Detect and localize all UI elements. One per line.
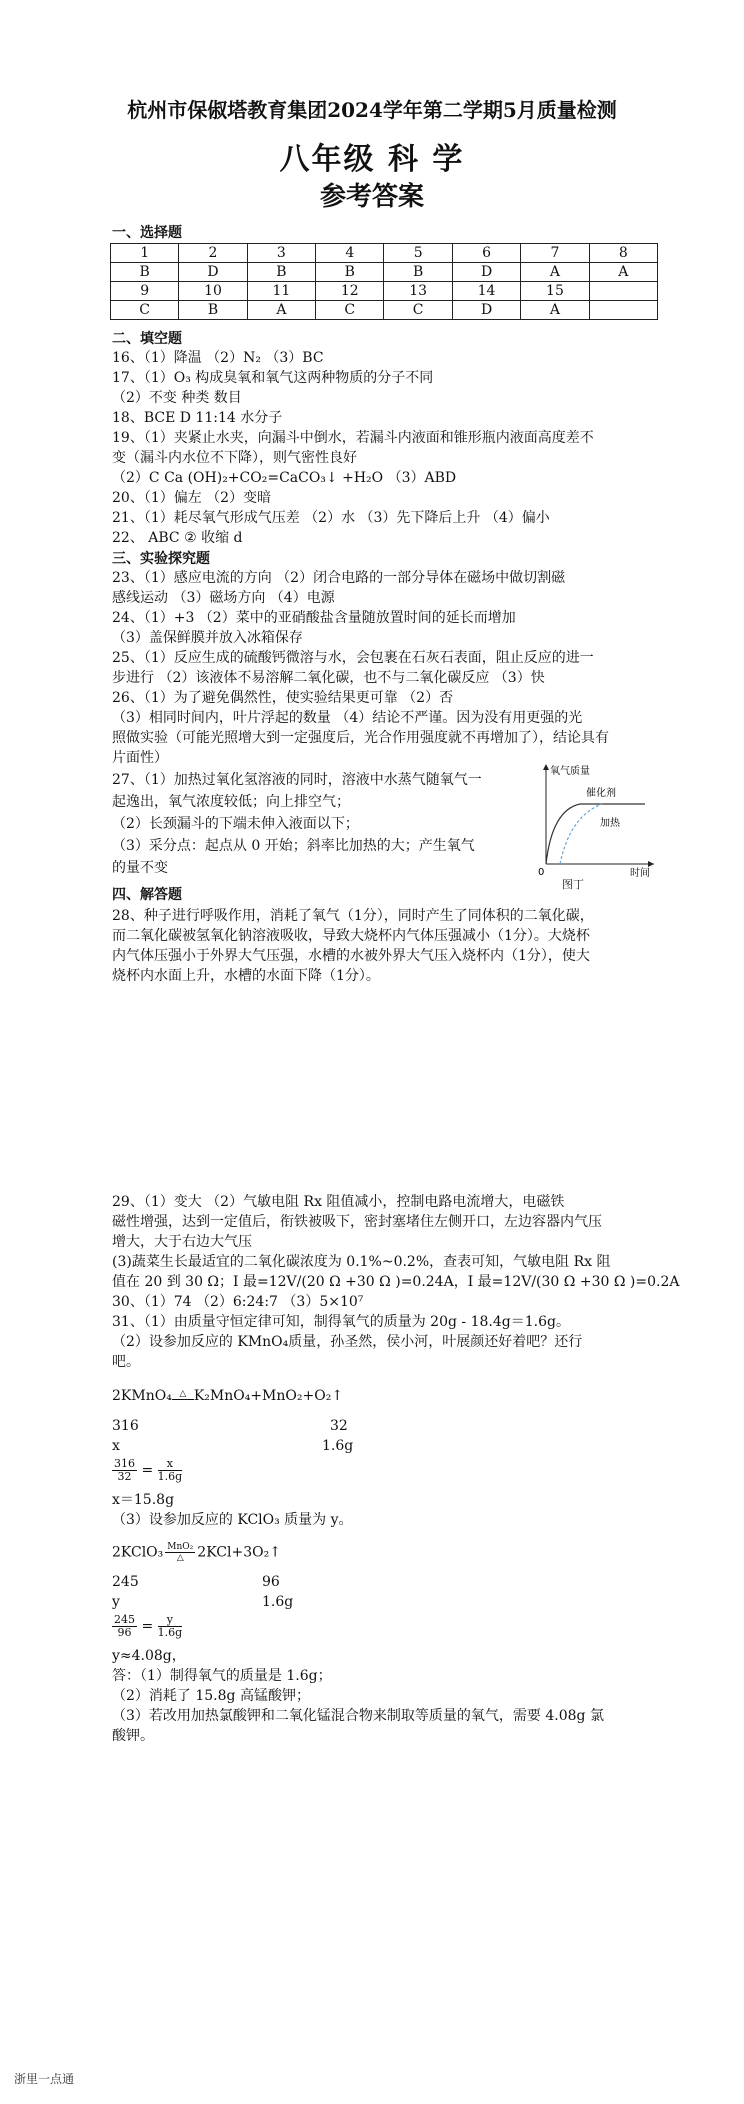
answer-line: 吧。 — [112, 1354, 140, 1370]
eq1-heat: △ — [172, 1390, 194, 1400]
frac-num: y — [158, 1614, 183, 1627]
mass-316: 316 — [112, 1418, 139, 1434]
document-title: 杭州市保俶塔教育集团2024学年第二学期5月质量检测 — [127, 98, 617, 122]
y-axis-arrow — [543, 764, 549, 770]
chart-ylabel: 氧气质量 — [550, 766, 590, 777]
section-heading-fill: 二、填空题 — [112, 331, 182, 347]
answer-line: 28、种子进行呼吸作用，消耗了氧气（1分），同时产生了同体积的二氧化碳， — [112, 908, 594, 924]
answer-line: (3)蔬菜生长最适宜的二氧化碳浓度为 0.1%~0.2%，查表可知，气敏电阻 Rx 阻 — [112, 1254, 611, 1270]
answer-line: 值在 20 到 30 Ω；I 最=12V/(20 Ω +30 Ω )=0.24A，I 最=12V/(30 Ω +30 Ω )=0.2A — [112, 1274, 680, 1290]
answer-line: 变（漏斗内水位不下降），则气密性良好 — [112, 450, 357, 466]
answer-line: 16、（1）降温 （2）N₂ （3）BC — [112, 350, 324, 366]
answer-table-cell: 11 — [247, 282, 315, 301]
mass-1.6g-2: 1.6g — [262, 1594, 294, 1610]
eq2-heat: △ — [176, 1553, 184, 1563]
answer-line: （2）消耗了 15.8g 高锰酸钾； — [112, 1688, 310, 1704]
answer-table-cell: 1 — [111, 244, 179, 263]
answer-table-cell: 12 — [316, 282, 384, 301]
answer-table-row — [111, 301, 658, 320]
answer-table-cell: A — [521, 263, 589, 282]
proportion-2 — [112, 1614, 182, 1639]
answer-table-cell: D — [452, 263, 520, 282]
frac-den: 32 — [117, 1470, 132, 1483]
answer-line: 31、（1）由质量守恒定律可知，制得氧气的质量为 20g - 18.4g＝1.6g。 — [112, 1314, 570, 1330]
frac-num: 316 — [114, 1457, 135, 1470]
answer-table-cell: D — [179, 263, 247, 282]
answer-table-cell — [589, 301, 657, 320]
chart-curve2-label: 加热 — [600, 818, 620, 829]
answer-line: 30、（1）74 （2）6:24:7 （3）5×10⁷ — [112, 1294, 364, 1310]
answer-line: 内气体压强小于外界大气压强，水槽的水被外界大气压入烧杯内（1分），使大 — [112, 948, 590, 964]
answer-table-cell: B — [316, 263, 384, 282]
answer-table-cell: C — [384, 301, 452, 320]
mass-1.6g: 1.6g — [322, 1438, 354, 1454]
answer-line: 26、（1）为了避免偶然性，使实验结果更可靠 （2）否 — [112, 690, 454, 706]
frac-den: 1.6g — [157, 1626, 183, 1639]
answer-line: 27、（1）加热过氧化氢溶液的同时，溶液中水蒸气随氧气一 — [112, 772, 482, 788]
catalyst-curve — [546, 804, 645, 864]
answer-line: （3）采分点：起点从 0 开始；斜率比加热的大；产生氧气 — [112, 838, 475, 854]
mass-32: 32 — [330, 1418, 348, 1434]
chart-origin: 0 — [538, 867, 545, 878]
answer-line: （3）若改用加热氯酸钾和二氧化锰混合物来制取等质量的氧气，需要 4.08g 氯 — [112, 1708, 604, 1724]
eq2-right: 2KCl+3O₂↑ — [197, 1544, 281, 1561]
answer-line: 21、（1）耗尽氧气形成气压差 （2）水 （3）先下降后上升 （4）偏小 — [112, 510, 550, 526]
answer-line: 25、（1）反应生成的硫酸钙微溶与水，会包裹在石灰石表面，阻止反应的进一 — [112, 650, 594, 666]
answer-line: 步进行 （2）该液体不易溶解二氧化碳，也不与二氧化碳反应 （3）快 — [112, 670, 545, 686]
chart-curve1-label: 催化剂 — [586, 788, 616, 799]
answer-table-cell: C — [316, 301, 384, 320]
section-heading-experiment: 三、实验探究题 — [112, 551, 210, 567]
unknown-x: x — [112, 1438, 120, 1454]
section-heading-solution: 四、解答题 — [112, 887, 182, 903]
answer-table-cell: 7 — [521, 244, 589, 263]
answer-line: 酸钾。 — [112, 1728, 154, 1744]
oxygen-mass-figure — [530, 760, 660, 880]
answer-table-cell: 4 — [316, 244, 384, 263]
answer-line: 22、 ABC ② 收缩 d — [112, 530, 243, 546]
answer-line: （3）盖保鲜膜并放入冰箱保存 — [112, 630, 303, 646]
answer-line: 29、（1）变大 （2）气敏电阻 Rx 阻值减小，控制电路电流增大，电磁铁 — [112, 1194, 565, 1210]
answer-line: （3）设参加反应的 KClO₃ 质量为 y。 — [112, 1512, 353, 1528]
document-subtitle: 八年级 科 学 — [279, 142, 465, 177]
frac-den: 1.6g — [157, 1470, 183, 1483]
answer-line: （3）相同时间内，叶片浮起的数量 （4）结论不严谨。因为没有用更强的光 — [112, 710, 583, 726]
answer-line: x＝15.8g — [112, 1492, 175, 1508]
answer-table-cell — [589, 282, 657, 301]
answer-table-row — [111, 263, 658, 282]
answer-table-cell: 15 — [521, 282, 589, 301]
figure-caption: 图丁 — [562, 878, 584, 891]
frac-num: x — [158, 1458, 183, 1471]
answer-line: 而二氧化碳被氢氧化钠溶液吸收，导致大烧杯内气体压强减小（1分）。大烧杯 — [112, 928, 590, 944]
answer-table-cell: A — [247, 301, 315, 320]
eq1-left: 2KMnO₄ — [112, 1388, 172, 1404]
answer-line: 答：（1）制得氧气的质量是 1.6g； — [112, 1668, 332, 1684]
answer-table-cell: 8 — [589, 244, 657, 263]
answer-table-row — [111, 244, 658, 263]
answer-table-cell: 9 — [111, 282, 179, 301]
equation-kmno4 — [112, 1386, 343, 1406]
document-type-heading: 参考答案 — [319, 182, 424, 212]
proportion-1 — [112, 1458, 182, 1483]
answer-table-cell: B — [111, 263, 179, 282]
answer-line: 片面性） — [112, 750, 168, 766]
section-heading-choice: 一、选择题 — [112, 225, 182, 241]
answer-table — [110, 243, 658, 320]
frac-den: 96 — [117, 1626, 132, 1639]
footer-watermark: 浙里一点通 — [14, 2072, 75, 2086]
equals-sign: = — [141, 1462, 154, 1479]
answer-line: （2）不变 种类 数目 — [112, 390, 242, 406]
answer-table-row — [111, 282, 658, 301]
answer-line: y≈4.08g， — [112, 1648, 186, 1664]
frac-num: 245 — [114, 1613, 135, 1626]
heating-curve — [560, 804, 602, 864]
answer-line: 的量不变 — [112, 860, 168, 876]
equation-kclo3 — [112, 1542, 281, 1563]
answer-table-cell: 5 — [384, 244, 452, 263]
answer-line: 18、BCE D 11:14 水分子 — [112, 410, 283, 426]
answer-table-cell: 2 — [179, 244, 247, 263]
answer-table-cell: 3 — [247, 244, 315, 263]
answer-line: 增大，大于右边大气压 — [112, 1234, 252, 1250]
answer-line: 烧杯内水面上升，水槽的水面下降（1分）。 — [112, 968, 380, 984]
answer-table-cell: 14 — [452, 282, 520, 301]
answer-line: 20、（1）偏左 （2）变暗 — [112, 490, 272, 506]
eq2-left: 2KClO₃ — [112, 1544, 164, 1561]
answer-line: 19、（1）夹紧止水夹，向漏斗中倒水，若漏斗内液面和锥形瓶内液面高度差不 — [112, 430, 594, 446]
answer-line: （2）设参加反应的 KMnO₄质量，孙圣然，侯小河，叶展颜还好着吧？还行 — [112, 1334, 583, 1350]
answer-table-cell: D — [452, 301, 520, 320]
answer-line: 24、（1）+3 （2）菜中的亚硝酸盐含量随放置时间的延长而增加 — [112, 610, 516, 626]
answer-line: 23、（1）感应电流的方向 （2）闭合电路的一部分导体在磁场中做切割磁 — [112, 570, 566, 586]
x-axis-arrow — [648, 861, 654, 867]
answer-table-cell: A — [589, 263, 657, 282]
equals-sign: = — [141, 1618, 154, 1635]
answer-line: （2）C Ca (OH)₂+CO₂=CaCO₃↓ +H₂O （3）ABD — [112, 470, 457, 486]
answer-table-cell: A — [521, 301, 589, 320]
answer-table-cell: 10 — [179, 282, 247, 301]
mass-245: 245 — [112, 1574, 139, 1590]
answer-line: 磁性增强，达到一定值后，衔铁被吸下，密封塞堵住左侧开口，左边容器内气压 — [112, 1214, 602, 1230]
unknown-y: y — [112, 1594, 120, 1610]
answer-line: （2）长颈漏斗的下端未伸入液面以下； — [112, 816, 359, 832]
answer-table-cell: 13 — [384, 282, 452, 301]
answer-table-cell: B — [384, 263, 452, 282]
answer-line: 感线运动 （3）磁场方向 （4）电源 — [112, 590, 335, 606]
answer-line: 照做实验（可能光照增大到一定强度后，光合作用强度就不再增加了），结论具有 — [112, 730, 609, 746]
eq1-right: K₂MnO₄+MnO₂+O₂↑ — [193, 1388, 344, 1404]
answer-table-cell: C — [111, 301, 179, 320]
chart-xlabel: 时间 — [630, 868, 650, 879]
eq2-catalyst: MnO₂ — [167, 1542, 194, 1552]
answer-table-cell: 6 — [452, 244, 520, 263]
mass-96: 96 — [262, 1574, 280, 1590]
answer-line: 起逸出，氧气浓度较低；向上排空气； — [112, 794, 350, 810]
answer-line: 17、（1）O₃ 构成臭氧和氧气这两种物质的分子不同 — [112, 370, 434, 386]
answer-table-cell: B — [179, 301, 247, 320]
answer-table-cell: B — [247, 263, 315, 282]
